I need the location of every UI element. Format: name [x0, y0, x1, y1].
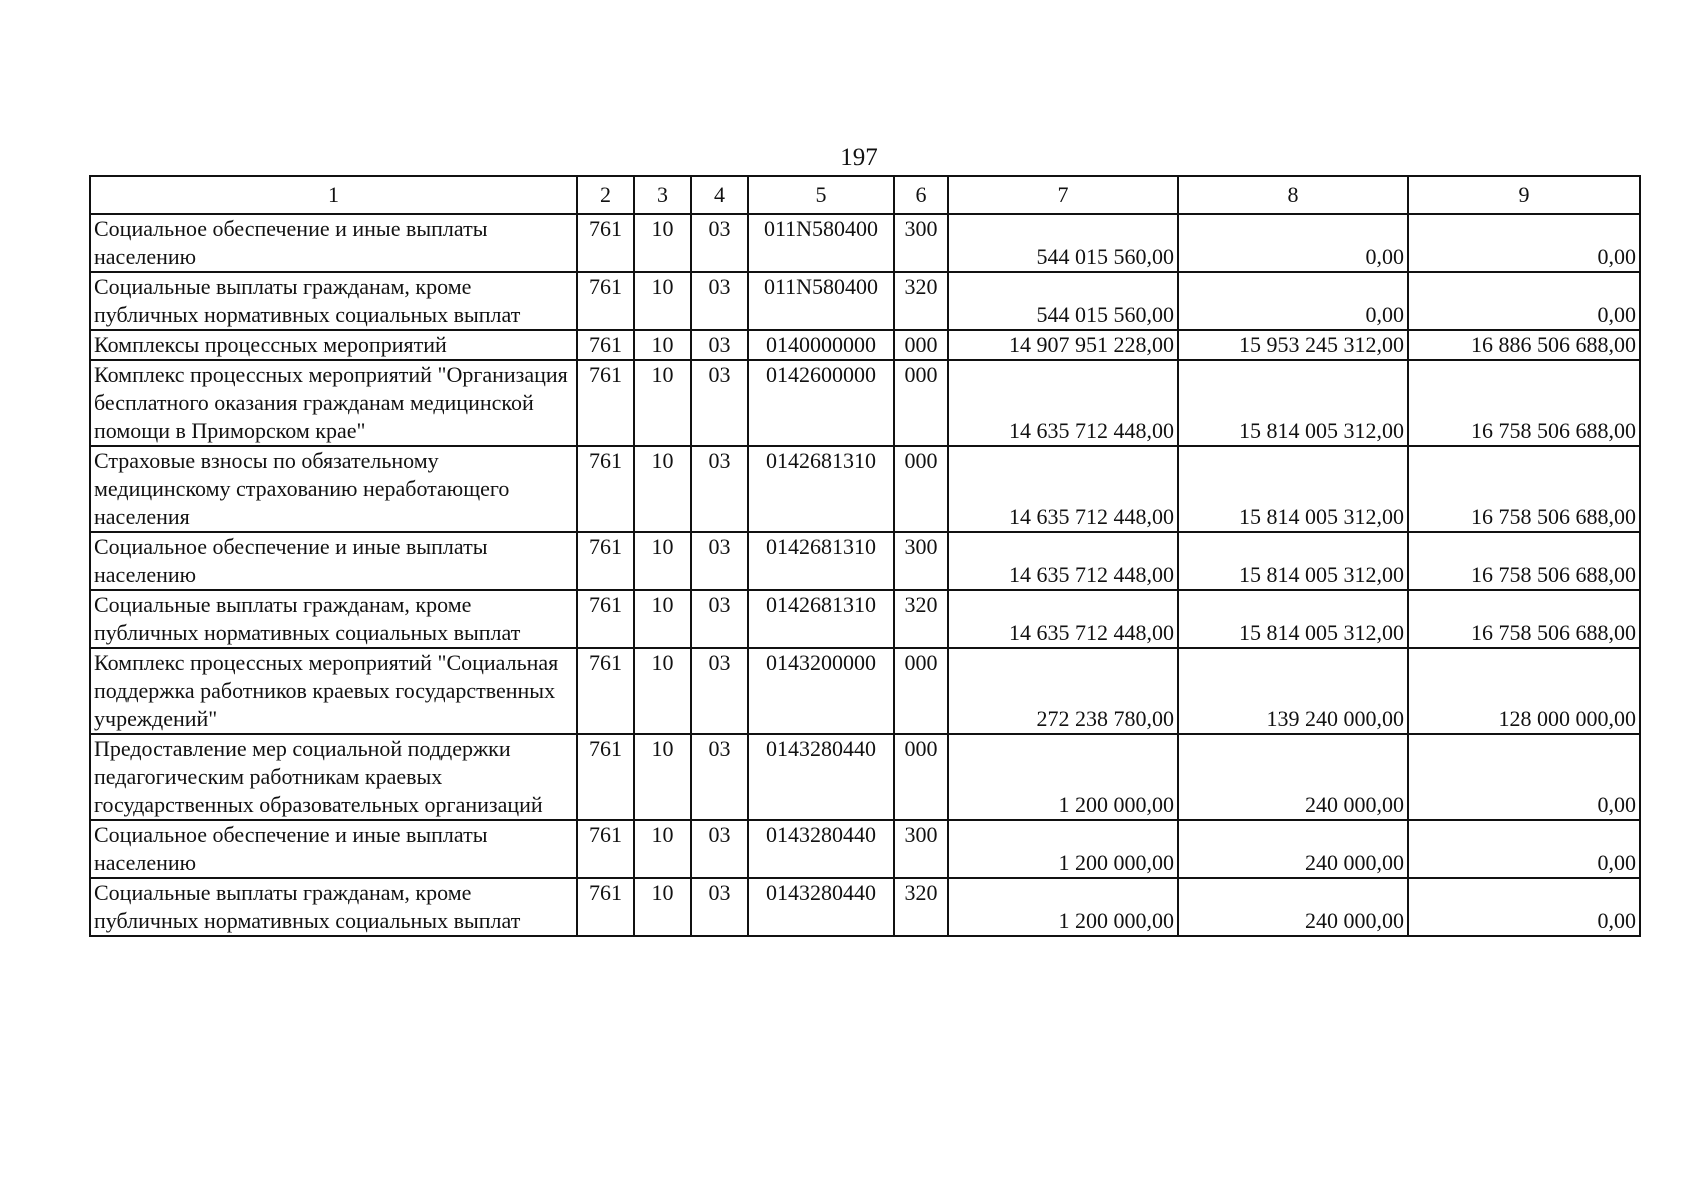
table-row	[90, 446, 1640, 532]
table-row	[90, 648, 1640, 734]
row-code-cell: 03	[691, 648, 748, 734]
row-amount-cell: 240 000,00	[1178, 820, 1408, 878]
row-amount-cell: 0,00	[1408, 734, 1640, 820]
row-amount-cell: 14 635 712 448,00	[948, 532, 1178, 590]
table-row	[90, 272, 1640, 330]
row-code-cell: 03	[691, 734, 748, 820]
column-header: 3	[634, 176, 691, 214]
row-amount-cell: 16 758 506 688,00	[1408, 446, 1640, 532]
row-name-cell: Социальное обеспечение и иные выплаты населению	[90, 214, 577, 272]
row-code-cell: 0143280440	[748, 878, 894, 936]
row-amount-cell: 0,00	[1408, 214, 1640, 272]
row-name-cell: Комплекс процессных мероприятий "Социальная поддержка работников краевых государственных учреждений"	[90, 648, 577, 734]
row-amount-cell: 544 015 560,00	[948, 214, 1178, 272]
row-amount-cell: 0,00	[1408, 878, 1640, 936]
row-amount-cell: 14 635 712 448,00	[948, 446, 1178, 532]
row-code-cell: 10	[634, 446, 691, 532]
row-amount-cell: 16 758 506 688,00	[1408, 360, 1640, 446]
row-code-cell: 10	[634, 878, 691, 936]
row-code-cell: 761	[577, 214, 634, 272]
row-name-cell: Страховые взносы по обязательному медицинскому страхованию неработающего населения	[90, 446, 577, 532]
row-amount-cell: 16 758 506 688,00	[1408, 532, 1640, 590]
row-code-cell: 0142681310	[748, 590, 894, 648]
row-code-cell: 03	[691, 272, 748, 330]
row-code-cell: 0143200000	[748, 648, 894, 734]
row-code-cell: 300	[894, 532, 948, 590]
row-code-cell: 000	[894, 330, 948, 360]
row-code-cell: 300	[894, 214, 948, 272]
budget-table	[89, 175, 1641, 937]
row-code-cell: 011N580400	[748, 214, 894, 272]
row-amount-cell: 0,00	[1178, 214, 1408, 272]
row-name-cell: Социальные выплаты гражданам, кроме публичных нормативных социальных выплат	[90, 878, 577, 936]
row-amount-cell: 15 814 005 312,00	[1178, 532, 1408, 590]
row-name-cell: Социальные выплаты гражданам, кроме публичных нормативных социальных выплат	[90, 590, 577, 648]
row-code-cell: 320	[894, 272, 948, 330]
row-code-cell: 011N580400	[748, 272, 894, 330]
row-code-cell: 03	[691, 360, 748, 446]
row-amount-cell: 544 015 560,00	[948, 272, 1178, 330]
column-header: 4	[691, 176, 748, 214]
column-header: 7	[948, 176, 1178, 214]
table-row	[90, 820, 1640, 878]
row-code-cell: 10	[634, 820, 691, 878]
row-code-cell: 0142681310	[748, 532, 894, 590]
row-code-cell: 03	[691, 532, 748, 590]
row-amount-cell: 15 814 005 312,00	[1178, 446, 1408, 532]
row-code-cell: 03	[691, 214, 748, 272]
row-name-cell: Комплексы процессных мероприятий	[90, 330, 577, 360]
column-header: 2	[577, 176, 634, 214]
row-code-cell: 000	[894, 648, 948, 734]
row-code-cell: 761	[577, 360, 634, 446]
table-row	[90, 734, 1640, 820]
row-code-cell: 320	[894, 590, 948, 648]
table-row	[90, 330, 1640, 360]
row-amount-cell: 272 238 780,00	[948, 648, 1178, 734]
row-amount-cell: 16 886 506 688,00	[1408, 330, 1640, 360]
row-amount-cell: 14 635 712 448,00	[948, 590, 1178, 648]
row-amount-cell: 14 907 951 228,00	[948, 330, 1178, 360]
row-code-cell: 10	[634, 330, 691, 360]
column-header: 5	[748, 176, 894, 214]
row-amount-cell: 1 200 000,00	[948, 820, 1178, 878]
row-code-cell: 761	[577, 734, 634, 820]
column-header: 8	[1178, 176, 1408, 214]
table-row	[90, 532, 1640, 590]
table-row	[90, 360, 1640, 446]
row-code-cell: 10	[634, 272, 691, 330]
row-code-cell: 320	[894, 878, 948, 936]
row-name-cell: Комплекс процессных мероприятий "Организация бесплатного оказания гражданам медицинской помощи в Приморском крае"	[90, 360, 577, 446]
row-code-cell: 761	[577, 878, 634, 936]
row-code-cell: 03	[691, 446, 748, 532]
table-row	[90, 878, 1640, 936]
row-amount-cell: 128 000 000,00	[1408, 648, 1640, 734]
row-amount-cell: 15 814 005 312,00	[1178, 360, 1408, 446]
column-header: 1	[90, 176, 577, 214]
row-code-cell: 10	[634, 532, 691, 590]
row-code-cell: 0143280440	[748, 820, 894, 878]
row-code-cell: 000	[894, 734, 948, 820]
row-name-cell: Социальное обеспечение и иные выплаты населению	[90, 820, 577, 878]
row-code-cell: 0140000000	[748, 330, 894, 360]
table-row	[90, 214, 1640, 272]
row-code-cell: 10	[634, 214, 691, 272]
table-row	[90, 590, 1640, 648]
row-code-cell: 000	[894, 446, 948, 532]
row-amount-cell: 0,00	[1408, 820, 1640, 878]
row-amount-cell: 240 000,00	[1178, 878, 1408, 936]
row-code-cell: 000	[894, 360, 948, 446]
row-code-cell: 761	[577, 532, 634, 590]
column-number-header-row	[90, 176, 1640, 214]
row-code-cell: 0142600000	[748, 360, 894, 446]
row-code-cell: 761	[577, 590, 634, 648]
row-code-cell: 300	[894, 820, 948, 878]
row-code-cell: 03	[691, 878, 748, 936]
row-code-cell: 0142681310	[748, 446, 894, 532]
row-code-cell: 761	[577, 272, 634, 330]
row-code-cell: 0143280440	[748, 734, 894, 820]
row-amount-cell: 16 758 506 688,00	[1408, 590, 1640, 648]
row-amount-cell: 15 953 245 312,00	[1178, 330, 1408, 360]
row-code-cell: 10	[634, 734, 691, 820]
row-amount-cell: 0,00	[1178, 272, 1408, 330]
row-amount-cell: 1 200 000,00	[948, 878, 1178, 936]
row-amount-cell: 139 240 000,00	[1178, 648, 1408, 734]
row-code-cell: 10	[634, 360, 691, 446]
page-number: 197	[840, 144, 878, 171]
row-code-cell: 03	[691, 820, 748, 878]
row-amount-cell: 240 000,00	[1178, 734, 1408, 820]
row-amount-cell: 15 814 005 312,00	[1178, 590, 1408, 648]
row-code-cell: 761	[577, 648, 634, 734]
row-code-cell: 761	[577, 330, 634, 360]
row-amount-cell: 14 635 712 448,00	[948, 360, 1178, 446]
row-code-cell: 10	[634, 648, 691, 734]
row-code-cell: 761	[577, 820, 634, 878]
row-code-cell: 761	[577, 446, 634, 532]
row-code-cell: 03	[691, 330, 748, 360]
row-amount-cell: 0,00	[1408, 272, 1640, 330]
row-name-cell: Социальные выплаты гражданам, кроме публичных нормативных социальных выплат	[90, 272, 577, 330]
row-name-cell: Социальное обеспечение и иные выплаты населению	[90, 532, 577, 590]
column-header: 6	[894, 176, 948, 214]
budget-table-container	[89, 175, 1641, 937]
row-code-cell: 03	[691, 590, 748, 648]
column-header: 9	[1408, 176, 1640, 214]
row-amount-cell: 1 200 000,00	[948, 734, 1178, 820]
row-code-cell: 10	[634, 590, 691, 648]
row-name-cell: Предоставление мер социальной поддержки педагогическим работникам краевых государственных образовательных организаций	[90, 734, 577, 820]
